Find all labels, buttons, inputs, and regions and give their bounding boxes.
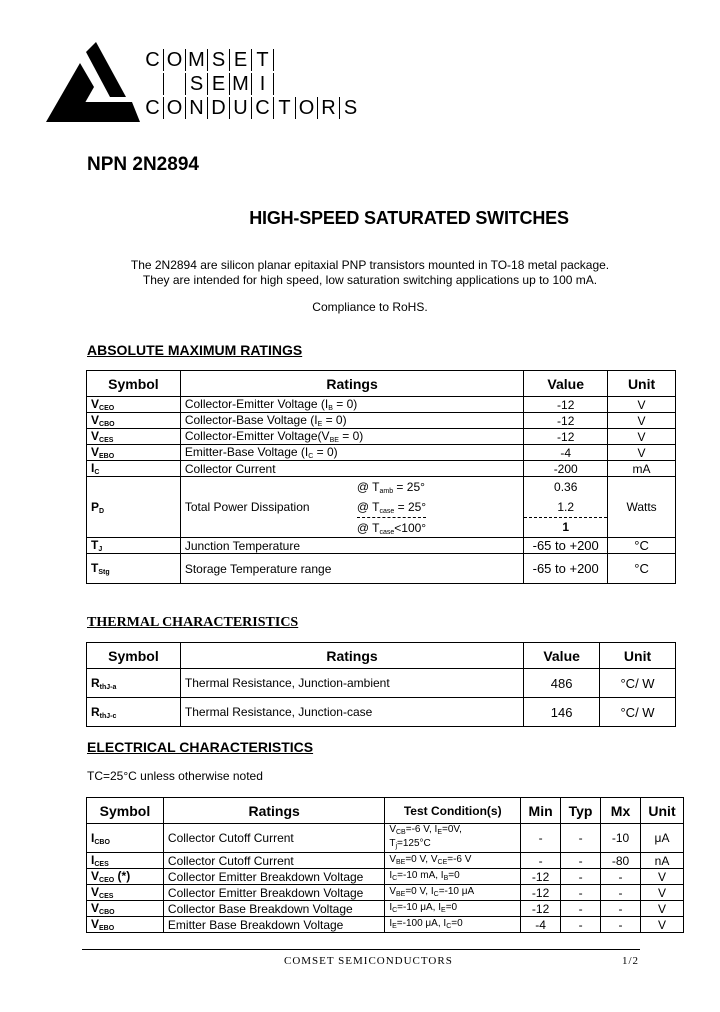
rating-cell: Collector Cutoff Current <box>163 853 384 869</box>
logo-letter: R <box>318 97 340 119</box>
header-ratings: Ratings <box>180 371 523 397</box>
symbol-cell: $V_{CEO}$ (*) <box>87 869 164 885</box>
value-cell: -12 <box>524 429 608 445</box>
symbol-cell: $V_{CBO}$ <box>87 413 181 429</box>
thermal-table <box>86 642 676 727</box>
symbol-cell: $I_{CES}$ <box>87 853 164 869</box>
logo-letter: C <box>142 97 164 119</box>
min-cell: - <box>521 853 561 869</box>
test-condition-line: $I_C=-10$ mA, $I_B=0$ <box>389 869 460 882</box>
logo-letter: O <box>296 97 318 119</box>
table-row <box>87 477 676 497</box>
symbol-subscript: thJ-a <box>99 683 117 691</box>
unit-cell: °C/ W <box>600 669 676 698</box>
elec-header-test: Test Condition(s) <box>385 798 521 824</box>
test-condition-line: $V_{BE}=0$ V, $V_{CE}=-6$ V <box>389 853 472 866</box>
pd-condition: @ $T_{case}<100^\circ$ <box>356 520 427 536</box>
symbol-subscript: CBO <box>94 838 110 846</box>
table-row <box>87 698 676 727</box>
test-condition-line: $I_E=-100$ μA, $I_C=0$ <box>389 917 463 930</box>
header-unit: Unit <box>608 371 676 397</box>
test-condition-cell <box>385 853 521 869</box>
logo-letter: S <box>186 73 208 95</box>
table-row <box>87 445 676 461</box>
max-cell: -80 <box>601 853 641 869</box>
unit-cell: V <box>641 885 684 901</box>
elec-header-typ: Typ <box>561 798 601 824</box>
pd-rating-label: Total Power Dissipation <box>184 500 310 514</box>
unit-cell: °C <box>608 538 676 554</box>
symbol-subscript: Stg <box>98 569 110 576</box>
logo-row <box>142 48 361 72</box>
page-footer <box>82 949 640 967</box>
pd-condition: @ $T_{amb} = 25^\circ$ <box>356 479 425 495</box>
max-cell: - <box>601 885 641 901</box>
symbol-subscript: CES <box>99 893 114 900</box>
unit-cell: V <box>641 869 684 885</box>
rating-cell: Collector Emitter Breakdown Voltage <box>163 869 384 885</box>
symbol-subscript: CES <box>99 437 114 444</box>
unit-cell: V <box>608 445 676 461</box>
rating-cell: Collector Cutoff Current <box>163 824 384 853</box>
symbol-subscript: CEO <box>99 877 115 884</box>
max-cell: - <box>601 869 641 885</box>
symbol-cell: $R_{thJ-a}$ <box>87 669 181 698</box>
symbol-subscript: C <box>94 469 100 476</box>
rating-cell: Collector Base Breakdown Voltage <box>163 901 384 917</box>
unit-cell: °C <box>608 554 676 584</box>
table-row <box>87 669 676 698</box>
symbol-subscript: thJ-c <box>99 712 117 720</box>
logo-letter: S <box>208 49 230 71</box>
unit-cell: nA <box>641 853 684 869</box>
logo-letter: U <box>230 97 252 119</box>
condition-subscript: amb <box>379 487 394 495</box>
main-title: HIGH-SPEED SATURATED SWITCHES <box>249 208 569 228</box>
table-row <box>87 397 676 413</box>
symbol-cell: $I_{CBO}$ <box>87 824 164 853</box>
min-cell: -12 <box>521 885 561 901</box>
unit-cell: μA <box>641 824 684 853</box>
table-row <box>87 413 676 429</box>
condition-subscript: case <box>379 507 395 515</box>
table-row <box>87 538 676 554</box>
thermal-header-ratings: Ratings <box>180 643 523 669</box>
value-cell: 486 <box>524 669 600 698</box>
typ-cell: - <box>561 824 601 853</box>
logo-letter: E <box>208 73 230 95</box>
footer-page-number: 1/2 <box>622 955 640 967</box>
logo-letter: T <box>274 97 296 119</box>
logo-letter <box>274 49 295 71</box>
unit-cell: V <box>641 917 684 933</box>
part-title: NPN 2N2894 <box>87 154 199 175</box>
value-cell: -4 <box>524 445 608 461</box>
symbol-cell: $V_{EBO}$ <box>87 445 181 461</box>
table-row <box>87 917 684 933</box>
footer-company: COMSET SEMICONDUCTORS <box>284 955 453 967</box>
elec-header-unit: Unit <box>641 798 684 824</box>
test-condition-line: $I_C=-10$ μA, $I_E=0$ <box>389 901 458 914</box>
company-logo-text <box>142 48 361 120</box>
rating-cell: Thermal Resistance, Junction-ambient <box>180 669 523 698</box>
max-cell: - <box>601 917 641 933</box>
test-condition-cell <box>385 885 521 901</box>
rating-cell: Emitter-Base Voltage $(I_C = 0)$ <box>180 445 523 461</box>
rating-subscript: E <box>317 421 323 428</box>
typ-cell: - <box>561 901 601 917</box>
symbol-cell: $T_{Stg}$ <box>87 554 181 584</box>
elec-header-symbol: Symbol <box>87 798 164 824</box>
rating-cell <box>180 477 523 538</box>
rating-subscript: B <box>328 405 333 412</box>
logo-letter <box>295 73 316 95</box>
logo-row <box>142 96 361 120</box>
thermal-header-symbol: Symbol <box>87 643 181 669</box>
pd-rating-wrap <box>185 477 519 537</box>
test-condition-cell <box>385 869 521 885</box>
max-cell: - <box>601 901 641 917</box>
symbol-cell: $V_{CBO}$ <box>87 901 164 917</box>
logo-letter: N <box>186 97 208 119</box>
elec-header-max: Mx <box>601 798 641 824</box>
logo-letter: M <box>186 49 208 71</box>
symbol-subscript: EBO <box>99 925 115 932</box>
value-cell: 1 <box>524 517 608 537</box>
description-line-3: Compliance to RoHS. <box>312 300 428 314</box>
symbol-subscript: EBO <box>99 453 115 460</box>
logo-letter <box>164 73 186 95</box>
electrical-table <box>86 797 684 933</box>
symbol-subscript: CEO <box>99 405 115 412</box>
thermal-heading: THERMAL CHARACTERISTICS <box>87 615 299 630</box>
rating-cell: Collector Emitter Breakdown Voltage <box>163 885 384 901</box>
test-condition-cell <box>385 901 521 917</box>
value-cell: -12 <box>524 413 608 429</box>
value-cell: -65 to +200 <box>524 538 608 554</box>
min-cell: - <box>521 824 561 853</box>
header-symbol: Symbol <box>87 371 181 397</box>
unit-cell: mA <box>608 461 676 477</box>
unit-cell: Watts <box>608 477 676 538</box>
min-cell: -4 <box>521 917 561 933</box>
symbol-cell: $P_D$ <box>87 477 181 538</box>
min-cell: -12 <box>521 901 561 917</box>
test-condition-line: $T_j=125^\circ C$ <box>389 838 431 850</box>
table-row <box>87 885 684 901</box>
logo-letter: C <box>252 97 274 119</box>
rating-cell: Storage Temperature range <box>180 554 523 584</box>
rating-cell: Collector-Base Voltage $(I_E = 0)$ <box>180 413 523 429</box>
unit-cell: V <box>608 397 676 413</box>
logo-letter: D <box>208 97 230 119</box>
symbol-cell: $V_{CES}$ <box>87 429 181 445</box>
symbol-cell: $V_{EBO}$ <box>87 917 164 933</box>
typ-cell: - <box>561 885 601 901</box>
logo-letter: T <box>252 49 274 71</box>
table-row <box>87 869 684 885</box>
electrical-heading: ELECTRICAL CHARACTERISTICS <box>87 739 314 755</box>
symbol-subscript: D <box>99 507 105 515</box>
typ-cell: - <box>561 917 601 933</box>
value-cell: -12 <box>524 397 608 413</box>
thermal-header-unit: Unit <box>600 643 676 669</box>
elec-header-ratings: Ratings <box>163 798 384 824</box>
value-cell: 1.2 <box>524 497 608 517</box>
symbol-subscript: CBO <box>99 909 115 916</box>
logo-letter: O <box>164 49 186 71</box>
logo-letter: E <box>230 49 252 71</box>
symbol-subscript: CBO <box>99 421 115 428</box>
logo-letter: I <box>252 73 274 95</box>
value-cell: 146 <box>524 698 600 727</box>
unit-cell: V <box>641 901 684 917</box>
table-row <box>87 824 684 853</box>
header-value: Value <box>524 371 608 397</box>
value-cell: 0.36 <box>524 477 608 497</box>
symbol-cell: $R_{thJ-c}$ <box>87 698 181 727</box>
logo-letter <box>295 49 316 71</box>
rating-cell: Collector Current <box>180 461 523 477</box>
symbol-subscript: CES <box>94 861 109 868</box>
unit-cell: V <box>608 429 676 445</box>
min-cell: -12 <box>521 869 561 885</box>
test-condition-line: $V_{BE}=0$ V, $I_C=-10$ μA <box>389 885 475 898</box>
logo-row <box>142 72 361 96</box>
description-line-2: They are intended for high speed, low saturation switching applications up to 100 mA. <box>142 273 598 287</box>
thermal-header-value: Value <box>524 643 600 669</box>
pd-condition: @ $T_{case} = 25^\circ$ <box>357 497 426 518</box>
logo-letter: S <box>343 97 358 119</box>
abs-max-heading: ABSOLUTE MAXIMUM RATINGS <box>87 342 303 358</box>
value-cell: -200 <box>524 461 608 477</box>
condition-subscript: case <box>379 528 395 536</box>
rating-cell: Collector-Emitter Voltage $(I_B = 0)$ <box>180 397 523 413</box>
description-line-1: The 2N2894 are silicon planar epitaxial PNP transistors mounted in TO-18 metal package. <box>130 258 610 272</box>
symbol-cell: $I_C$ <box>87 461 181 477</box>
unit-cell: °C/ W <box>600 698 676 727</box>
rating-subscript: BE <box>329 437 339 444</box>
test-condition-cell <box>385 917 521 933</box>
logo-letter: M <box>230 73 252 95</box>
pd-conditions <box>357 477 426 538</box>
test-condition-cell <box>385 824 521 853</box>
logo-letter: C <box>142 49 164 71</box>
max-cell: -10 <box>601 824 641 853</box>
table-row <box>87 901 684 917</box>
typ-cell: - <box>561 853 601 869</box>
symbol-cell: $V_{CEO}$ <box>87 397 181 413</box>
elec-header-min: Min <box>521 798 561 824</box>
table-row <box>87 853 684 869</box>
table-row <box>87 429 676 445</box>
rating-cell: Emitter Base Breakdown Voltage <box>163 917 384 933</box>
unit-cell: V <box>608 413 676 429</box>
electrical-note: TC=25°C unless otherwise noted <box>87 769 263 783</box>
logo-letter <box>274 73 295 95</box>
logo-letter <box>142 73 164 95</box>
value-cell: -65 to +200 <box>524 554 608 584</box>
test-condition-line: $V_{CB}=-6$ V, $I_E=0V$, <box>389 824 462 836</box>
symbol-cell: $T_J$ <box>87 538 181 554</box>
abs-max-table <box>86 370 676 584</box>
typ-cell: - <box>561 869 601 885</box>
symbol-cell: $V_{CES}$ <box>87 885 164 901</box>
rating-cell: Junction Temperature <box>180 538 523 554</box>
rating-cell: Thermal Resistance, Junction-case <box>180 698 523 727</box>
logo-letter: O <box>164 97 186 119</box>
table-row <box>87 461 676 477</box>
company-logo-icon <box>46 42 140 124</box>
table-row <box>87 554 676 584</box>
symbol-subscript: J <box>98 546 103 553</box>
rating-subscript: C <box>308 453 314 460</box>
rating-cell: Collector-Emitter $Voltage(V_{BE} = 0)$ <box>180 429 523 445</box>
